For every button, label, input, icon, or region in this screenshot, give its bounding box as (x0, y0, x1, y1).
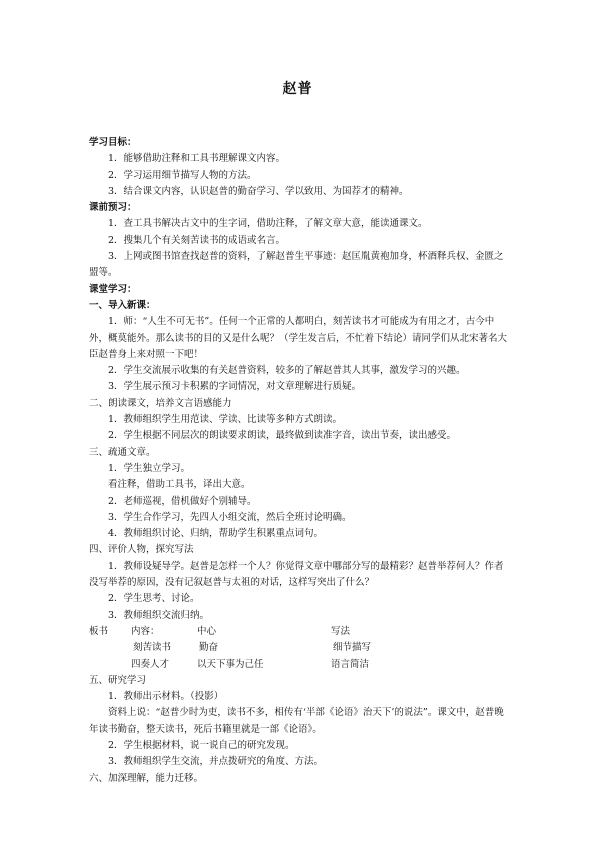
subsection-heading: 二、朗读课文，培养文言语感能力 (89, 397, 232, 409)
subsection-heading: 三、疏通文章。 (89, 446, 156, 458)
text-line: 2．学生交流展示收集的有关赵普资料，较多的了解赵普其人其事，激发学习的兴趣。 (108, 365, 466, 377)
text-line: 3．结合课文内容，认识赵普的勤奋学习、学以致用、为国荐才的精神。 (108, 185, 409, 197)
section-heading-goals: 学习目标： (89, 137, 137, 148)
section-heading-class: 课堂学习： (89, 283, 137, 295)
text-line: 1．学生独立学习。 (108, 462, 191, 474)
text-line: 2．学习运用细节描写人物的方法。 (108, 169, 257, 181)
board-cell: 以天下事为己任 (197, 658, 264, 670)
text-paragraph: 1．师：“人生不可无书”。任何一个正常的人都明白，刻苦读书才可能成为有用之才，古今中外，概莫能外。那么读书的目的又是什么呢？（学生发言后，不忙着下结论）请同学们从北宋著名大臣赵普身上来对照一下吧！ (89, 316, 508, 360)
board-cell: 写法 (331, 625, 351, 637)
text-line: 1．查工具书解决古文中的生字词，借助注释，了解文章大意，能读通课文。 (108, 218, 428, 230)
text-line: 2．老师巡视，借机做好个别辅导。 (108, 495, 257, 507)
section-heading-preview: 课前预习： (89, 202, 137, 214)
subsection-heading: 一、导入新课： (89, 299, 156, 311)
text-line: 3．教师组织交流归纳。 (108, 609, 210, 621)
text-line: 1．能够借助注释和工具书理解课文内容。 (108, 153, 286, 165)
document-body (89, 135, 509, 787)
text-line: 1．教师组织学生用范读、学读、比读等多种方式朗读。 (108, 414, 343, 426)
board-table-row (89, 657, 509, 673)
board-cell: 语言简洁 (331, 658, 370, 670)
board-table-header (89, 624, 509, 640)
text-line: 1．教师出示材料。（投影） (108, 691, 224, 703)
page-title: 赵普 (282, 81, 313, 97)
text-line: 2．学生根据材料，说一说自己的研究发现。 (108, 739, 295, 751)
text-line: 看注释，借助工具书，译出大意。 (108, 479, 251, 491)
board-cell: 勤奋 (199, 642, 219, 654)
board-table-row (89, 640, 509, 656)
text-line: 3．教师组织学生交流，并点拨研究的角度、方法。 (108, 756, 324, 768)
text-line: 4．教师组织讨论、归纳，帮助学生积累重点词句。 (108, 528, 324, 540)
board-cell: 细节描写 (333, 642, 372, 654)
text-paragraph: 3．上网或图书馆查找赵普的资料，了解赵普生平事迹：赵匡胤黄袍加身，杯酒释兵权、金匮之盟等。 (89, 251, 504, 279)
subsection-heading: 六、加深理解，能力迁移。 (89, 772, 204, 784)
text-line: 2．学生根据不同层次的朗读要求朗读，最终做到读准字音，读出节奏，读出感受。 (108, 430, 457, 442)
board-label: 板书 (89, 625, 109, 637)
board-cell: 内容： (131, 625, 160, 637)
board-cell: 中心 (197, 625, 217, 637)
subsection-heading: 五、研究学习 (89, 674, 147, 686)
text-line: 2．搜集几个有关刻苦读书的成语或名言。 (108, 234, 286, 246)
text-line: 3．学生展示预习卡积累的字词情况，对文章理解进行质疑。 (108, 381, 362, 393)
text-line: 2．学生思考、讨论。 (108, 593, 200, 605)
text-line: 3．学生合作学习，先四人小组交流，然后全班讨论明确。 (108, 511, 352, 523)
board-cell: 刻苦读书 (133, 642, 172, 654)
subsection-heading: 四、评价人物，探究写法 (89, 544, 194, 556)
text-paragraph: 1．教师设疑导学。赵普是怎样一个人？你觉得文章中哪部分写的最精彩？赵普举荐何人？作者没写举荐的原因，没有记叙赵普与太祖的对话，这样写突出了什么？ (89, 560, 504, 589)
text-paragraph: 资料上说：“赵普少时为吏，读书不多，相传有‘半部《论语》治天下’的说法”。课文中，赵普晚年读书勤奋，整天读书，死后书籍里就是一部《论语》。 (89, 707, 504, 735)
board-cell: 四奏人才 (131, 658, 170, 670)
